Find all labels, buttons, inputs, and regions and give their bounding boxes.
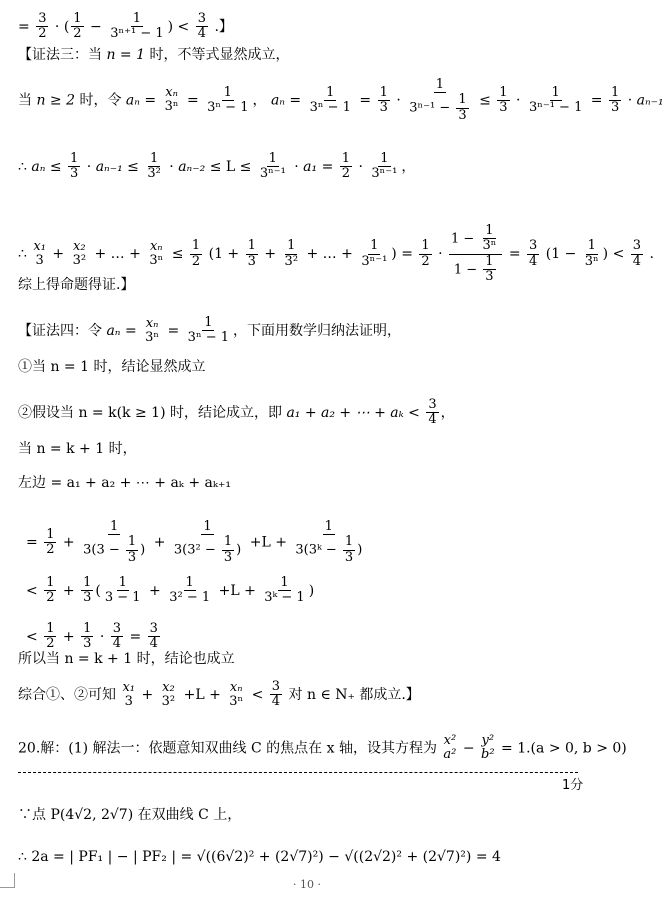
text: ≤ (209, 158, 222, 175)
fraction: $\frac{1}{3}$ (610, 84, 620, 115)
text: = (26, 534, 38, 551)
fraction: $\frac{3}{4}$ (197, 11, 207, 42)
induction-step-2 (18, 398, 455, 428)
formula-line-1 (18, 12, 233, 42)
text: ∴ (18, 158, 27, 175)
formula-line-3 (18, 78, 664, 123)
fraction: 1 3(3² − $\frac{1}{3}$ ) (173, 519, 242, 565)
text: · (54, 18, 60, 35)
text: · (627, 92, 633, 109)
fraction: $\frac{3}{4}$ (112, 621, 122, 652)
fraction: $\frac{1}{2}$ (191, 238, 201, 269)
text: + (62, 628, 75, 645)
formula-line-12 (26, 520, 366, 565)
text: = (401, 246, 413, 263)
formula-line-4 (18, 152, 415, 182)
text: ∵点 P(4√2, 2√7) 在双曲线 C 上， (18, 807, 242, 823)
fraction: $\frac{1}{2}$ (421, 238, 430, 269)
text: + (52, 246, 65, 263)
text: ≤ (479, 92, 491, 109)
fraction: xₙ 3ⁿ (229, 679, 244, 709)
text: ( (95, 582, 101, 599)
two-a-line (18, 848, 501, 866)
proof-three-heading (18, 46, 289, 64)
text: < (408, 404, 420, 421)
text: = (18, 18, 30, 35)
text: + (153, 534, 166, 551)
text: 【证法四：令 (18, 322, 102, 339)
text: − (462, 740, 475, 757)
text: ) (308, 582, 315, 599)
fraction: $\frac{1}{\text{3ⁿ − 1}}$ (187, 315, 230, 346)
fraction: $\frac{3}{4}$ (149, 621, 158, 652)
text: n ≥ 2 (36, 92, 76, 109)
text: + (209, 686, 221, 703)
text: − (328, 849, 340, 865)
text: √((2√2)² + (2√7)²) (344, 849, 472, 865)
text: + (183, 686, 196, 703)
fraction: $\frac{1}{\text{3² − 1}}$ (169, 575, 211, 606)
text: ≤ (171, 246, 184, 263)
left-side-line (18, 474, 231, 492)
text: ) (391, 246, 397, 263)
fraction: $\frac{1}{2}$ (341, 151, 351, 182)
fraction: $\frac{1}{\text{3²}}$ (284, 238, 299, 269)
text: ≤ (239, 158, 252, 175)
text: · (99, 628, 105, 645)
fraction: 1 3ⁿ⁻¹ − $\frac{1}{3}$ (409, 77, 467, 123)
fraction: $\frac{1}{2}$ (46, 526, 55, 557)
fraction: x₂ 3² (161, 679, 176, 709)
fraction: $\frac{1}{\text{3²}}$ (147, 151, 161, 182)
fraction: x₁ 3 (33, 238, 46, 269)
text: L (261, 534, 271, 551)
fraction: 1 − $\frac{1}{\text{3ⁿ}}$ 1 − $\frac{1}{3}$ (449, 224, 502, 284)
text: · (358, 158, 363, 175)
text: · (516, 92, 521, 109)
text: 当 (18, 92, 32, 109)
fraction: $\frac{1}{\text{3ⁿ − 1}}$ (207, 84, 249, 115)
text: ， (401, 158, 416, 175)
fraction: xₙ 3ⁿ (149, 238, 164, 269)
text: = (590, 92, 603, 109)
text: (1 + (208, 246, 240, 263)
text: + … + (94, 246, 141, 263)
fraction: $\frac{3}{4}$ (428, 397, 437, 428)
text: n = 1 (106, 47, 146, 63)
fraction: $\frac{1}{\text{3ⁿ⁻¹}}$ (259, 151, 286, 182)
text: √((6√2)² + (2√7)²) (196, 849, 324, 865)
text: = (359, 92, 372, 109)
text: = 4 (475, 849, 501, 865)
text: < (612, 246, 625, 263)
text: = 1.(a > 0, b > 0) (501, 740, 627, 757)
fraction: $\frac{1}{\text{3ⁿ⁻¹}}$ (371, 151, 398, 182)
text: = (186, 92, 199, 109)
text: + (264, 246, 277, 263)
text: aₙ₋₁ (636, 92, 664, 109)
text: + (62, 534, 75, 551)
fraction: x₂ 3² (72, 238, 87, 269)
fraction: $\frac{1}{\text{3ᵏ − 1}}$ (264, 575, 305, 606)
fraction: $\frac{1}{2}$ (73, 11, 82, 42)
text: + (62, 582, 75, 599)
text: = (167, 322, 180, 339)
text: aₙ₋₁ (95, 158, 123, 175)
fraction: x₁ 3 (122, 679, 135, 709)
text: − (90, 18, 102, 35)
fraction: $\frac{3}{4}$ (529, 238, 538, 269)
text: · (169, 158, 174, 175)
text: · (86, 158, 92, 175)
text: ≤ (127, 158, 139, 175)
fraction: $\frac{1}{3}$ (70, 151, 79, 182)
fraction: $\frac{1}{\text{3ⁿ}}$ (584, 238, 599, 269)
text: 时，不等式显然成立， (149, 47, 290, 63)
formula-line-13 (26, 576, 314, 606)
text: 对 n ∈ N₊ 都成立.】 (288, 686, 420, 703)
text: aₙ₋₂ (178, 158, 206, 175)
text: ) (167, 18, 174, 35)
fraction: $\frac{1}{3 - 1}$ (104, 575, 141, 606)
text: + (149, 582, 161, 599)
text: + (244, 582, 256, 599)
text: L (225, 158, 236, 175)
text: · (438, 246, 443, 263)
fraction: $\frac{1}{3}$ (247, 238, 256, 269)
text: ②假设当 n = k(k ≥ 1) 时，结论成立，即 (18, 404, 282, 421)
fraction: x² a² (443, 733, 457, 763)
text: ∴ 2a = | PF₁ | − | PF₂ | = (18, 849, 193, 865)
text: .】 (214, 18, 233, 35)
fraction: $\frac{1}{2}$ (46, 575, 55, 606)
fraction: 1 3(3ᵏ − $\frac{1}{3}$ ) (295, 519, 363, 565)
text: · (396, 92, 401, 109)
formula-line-5: ∴ x₁ 3 + x₂ 3² + … + xₙ 3ⁿ ≤ $\frac{1}{2}$ (1 + $\frac{1}{3}$ + $\frac{1}{\text{3²}}$ + … + $\frac{1}{\text{3ⁿ⁻¹}}$ ) = $\frac{1}{2}$ · 1 − $\frac{1}{\text{3ⁿ}}$ 1 − $\frac{1}{3}$ = $\frac{3}{4}$ (1 − $\frac{1}{\text{3ⁿ}}$ ) < $\frac{3}{4}$ . (18, 223, 654, 284)
fraction: $\frac{3}{4}$ (632, 238, 642, 269)
question-20-line (18, 734, 627, 763)
text: < (26, 628, 38, 645)
text: + (141, 686, 154, 703)
text: ， (440, 404, 455, 421)
text: = (124, 322, 137, 339)
text: + (249, 534, 262, 551)
text: = (321, 158, 334, 175)
text: 左边 = a₁ + a₂ + ⋯ + aₖ + aₖ₊₁ (18, 475, 231, 491)
so-k-plus-1 (18, 650, 235, 668)
fraction: $\frac{1}{\text{3ⁿ⁻¹}}$ (361, 238, 388, 269)
point-p-line (18, 806, 241, 824)
text: + (275, 534, 287, 551)
fraction: $\frac{1}{2}$ (46, 621, 55, 652)
fraction: $\frac{3}{2}$ (38, 11, 47, 42)
text: + (218, 582, 231, 599)
text: ，下面用数学归纳法证明， (233, 322, 402, 339)
text: ， (252, 92, 267, 109)
text: 综上得命题得证.】 (18, 277, 135, 293)
combine-line (18, 680, 420, 710)
text: aₙ (31, 158, 46, 175)
text: ∴ (18, 246, 27, 263)
text: 时，令 (79, 92, 122, 109)
text: a₁ (303, 158, 318, 175)
text: aₙ (125, 92, 140, 109)
text: 【证法三：当 (18, 47, 102, 63)
text: < (251, 686, 264, 703)
text: aₙ (270, 92, 285, 109)
fraction: $\frac{1}{3}$ (83, 575, 92, 606)
text: ( (545, 246, 552, 263)
text: ①当 n = 1 时，结论显然成立 (18, 359, 206, 375)
fraction: $\frac{1}{\text{3ⁿ⁺¹ − 1}}$ (110, 11, 164, 42)
text: 20.解：(1) 解法一：依题意知双曲线 C 的焦点在 x 轴，设其方程为 (18, 740, 437, 757)
fraction: $\frac{1}{3}$ (379, 84, 388, 115)
text: ) (602, 246, 609, 263)
text: < (177, 18, 190, 35)
text: = (289, 92, 302, 109)
text: 所以当 n = k + 1 时，结论也成立 (18, 651, 235, 667)
text: = (508, 246, 521, 263)
page-number: · 10 · (293, 878, 321, 891)
induction-step-1 (18, 358, 205, 376)
text: 当 n = k + 1 时， (18, 441, 137, 457)
text: = (129, 628, 142, 645)
text: = (144, 92, 157, 109)
fraction: xₙ 3ⁿ (164, 85, 179, 115)
dashed-rule (18, 772, 578, 773)
text: aₙ (106, 322, 121, 339)
fraction: $\frac{3}{4}$ (271, 679, 281, 710)
text: ≤ (49, 158, 62, 175)
fraction: $\frac{1}{\text{3ⁿ⁻¹ − 1}}$ (528, 84, 583, 115)
text: + … + (306, 246, 353, 263)
fraction: 1 3(3 − $\frac{1}{3}$ ) (83, 519, 146, 565)
text: · (294, 158, 299, 175)
formula-line-14 (26, 622, 162, 652)
text: ( (63, 18, 70, 35)
fraction: $\frac{1}{3}$ (83, 621, 92, 652)
score-label: 1分 (562, 778, 584, 793)
when-k-plus-1 (18, 440, 137, 458)
text: 1 − (551, 246, 577, 263)
text: < (26, 582, 38, 599)
fraction: $\frac{1}{3}$ (499, 84, 508, 115)
proof-four-heading (18, 316, 401, 346)
text: 综合①、②可知 (18, 686, 116, 703)
text: a₁ + a₂ + ⋯ + aₖ (286, 404, 404, 421)
conclusion-line (18, 276, 134, 294)
text: L (195, 686, 205, 703)
fraction: xₙ 3ⁿ (145, 315, 160, 345)
text: L (230, 582, 240, 599)
fraction: y² b² (481, 733, 495, 763)
fraction: $\frac{1}{\text{3ⁿ − 1}}$ (309, 84, 351, 115)
